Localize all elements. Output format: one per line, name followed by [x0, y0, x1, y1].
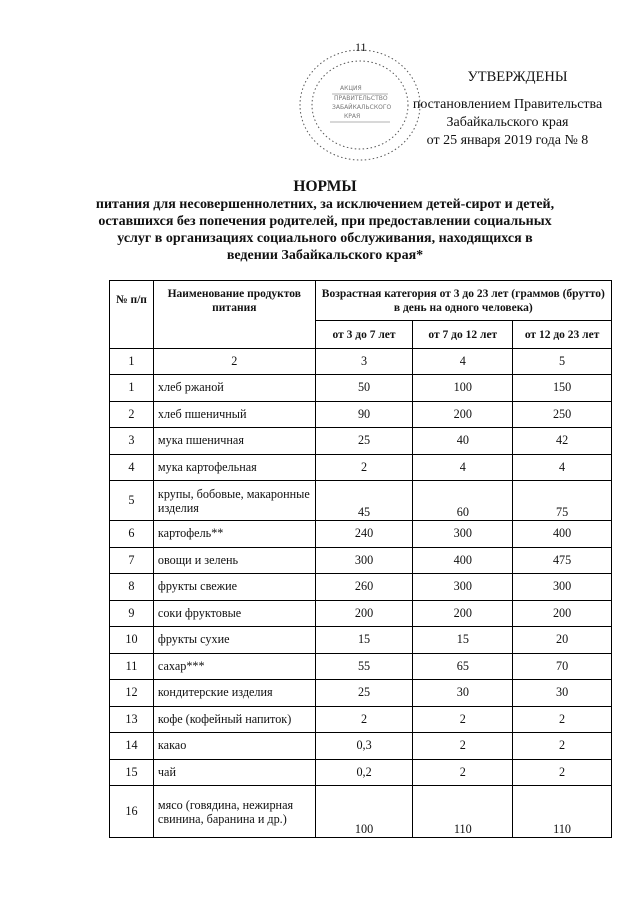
value-age-7-12: 2: [413, 733, 513, 760]
index-cell: 1: [110, 349, 154, 375]
value-age-12-23: 250: [513, 401, 612, 428]
value-age-12-23: 42: [513, 428, 612, 455]
product-name: кондитерские изделия: [153, 680, 315, 707]
product-name: чай: [153, 759, 315, 786]
value-age-12-23: 300: [513, 574, 612, 601]
row-number: 5: [110, 481, 154, 521]
product-name: крупы, бобовые, макаронные изделия: [153, 481, 315, 521]
value-age-7-12: 30: [413, 680, 513, 707]
product-name: мука картофельная: [153, 454, 315, 481]
svg-text:ПРАВИТЕЛЬСТВО: ПРАВИТЕЛЬСТВО: [334, 95, 388, 102]
row-number: 14: [110, 733, 154, 760]
approval-stamp: [400, 68, 615, 150]
svg-text:ЗАБАЙКАЛЬСКОГО: ЗАБАЙКАЛЬСКОГО: [332, 104, 392, 111]
row-number: 4: [110, 454, 154, 481]
value-age-3-7: 45: [315, 481, 413, 521]
row-number: 6: [110, 521, 154, 548]
value-age-3-7: 300: [315, 547, 413, 574]
table-row: [110, 454, 612, 481]
table-row: [110, 428, 612, 455]
product-name: какао: [153, 733, 315, 760]
title-line-3: услуг в организациях социального обслуживания, находящихся в: [117, 231, 533, 246]
header-age-3-7: от 3 до 7 лет: [315, 321, 413, 349]
product-name: мясо (говядина, нежирная свинина, баранина и др.): [153, 786, 315, 838]
value-age-3-7: 260: [315, 574, 413, 601]
svg-text:АКЦИЯ: АКЦИЯ: [340, 85, 362, 92]
table-row: [110, 627, 612, 654]
value-age-12-23: 20: [513, 627, 612, 654]
row-number: 13: [110, 706, 154, 733]
table-row: [110, 680, 612, 707]
value-age-3-7: 200: [315, 600, 413, 627]
index-cell: 3: [315, 349, 413, 375]
value-age-7-12: 2: [413, 759, 513, 786]
title-main: НОРМЫ: [293, 178, 357, 195]
value-age-12-23: 4: [513, 454, 612, 481]
value-age-12-23: 400: [513, 521, 612, 548]
value-age-7-12: 65: [413, 653, 513, 680]
value-age-7-12: 300: [413, 521, 513, 548]
header-age-category: Возрастная категория от 3 до 23 лет (граммов (брутто) в день на одного человека): [315, 281, 611, 321]
product-name: мука пшеничная: [153, 428, 315, 455]
value-age-12-23: 110: [513, 786, 612, 838]
table-row: [110, 786, 612, 838]
product-name: картофель**: [153, 521, 315, 548]
row-number: 7: [110, 547, 154, 574]
nutrition-norms-table: [109, 280, 612, 838]
value-age-7-12: 100: [413, 375, 513, 402]
approval-line-2: Забайкальского края: [446, 115, 569, 130]
value-age-3-7: 2: [315, 706, 413, 733]
table-row: [110, 600, 612, 627]
value-age-12-23: 200: [513, 600, 612, 627]
table-row: [110, 401, 612, 428]
svg-text:КРАЯ: КРАЯ: [344, 113, 361, 120]
product-name: соки фруктовые: [153, 600, 315, 627]
row-number: 12: [110, 680, 154, 707]
product-name: овощи и зелень: [153, 547, 315, 574]
table-row: [110, 653, 612, 680]
document-title: [90, 178, 560, 264]
index-cell: 2: [153, 349, 315, 375]
value-age-3-7: 55: [315, 653, 413, 680]
table-body: [110, 349, 612, 838]
value-age-7-12: 2: [413, 706, 513, 733]
page-number: 11: [355, 40, 367, 54]
table-row: [110, 733, 612, 760]
row-number: 3: [110, 428, 154, 455]
index-cell: 4: [413, 349, 513, 375]
table-row: [110, 375, 612, 402]
value-age-12-23: 150: [513, 375, 612, 402]
value-age-3-7: 100: [315, 786, 413, 838]
table-row: [110, 706, 612, 733]
value-age-3-7: 2: [315, 454, 413, 481]
value-age-7-12: 40: [413, 428, 513, 455]
value-age-3-7: 25: [315, 428, 413, 455]
row-number: 1: [110, 375, 154, 402]
title-line-1: питания для несовершеннолетних, за исключением детей-сирот и детей,: [95, 197, 555, 212]
header-age-7-12: от 7 до 12 лет: [413, 321, 513, 349]
value-age-12-23: 2: [513, 706, 612, 733]
value-age-7-12: 4: [413, 454, 513, 481]
row-number: 11: [110, 653, 154, 680]
table-row: [110, 574, 612, 601]
value-age-12-23: 75: [513, 481, 612, 521]
approval-line-1: постановлением Правительства: [412, 97, 603, 112]
product-name: хлеб пшеничный: [153, 401, 315, 428]
table-row: [110, 481, 612, 521]
value-age-12-23: 30: [513, 680, 612, 707]
row-number: 2: [110, 401, 154, 428]
value-age-12-23: 475: [513, 547, 612, 574]
row-number: 16: [110, 786, 154, 838]
value-age-3-7: 15: [315, 627, 413, 654]
value-age-3-7: 0,3: [315, 733, 413, 760]
approval-heading: УТВЕРЖДЕНЫ: [467, 69, 568, 85]
row-number: 15: [110, 759, 154, 786]
value-age-7-12: 200: [413, 600, 513, 627]
table-row: [110, 759, 612, 786]
title-line-4: ведении Забайкальского края*: [226, 248, 424, 263]
value-age-7-12: 60: [413, 481, 513, 521]
row-number: 10: [110, 627, 154, 654]
value-age-7-12: 15: [413, 627, 513, 654]
value-age-12-23: 2: [513, 733, 612, 760]
value-age-12-23: 70: [513, 653, 612, 680]
title-line-2: оставшихся без попечения родителей, при предоставлении социальных: [98, 214, 552, 229]
value-age-3-7: 0,2: [315, 759, 413, 786]
value-age-3-7: 50: [315, 375, 413, 402]
table-row: [110, 521, 612, 548]
value-age-7-12: 300: [413, 574, 513, 601]
header-age-12-23: от 12 до 23 лет: [513, 321, 612, 349]
product-name: хлеб ржаной: [153, 375, 315, 402]
value-age-7-12: 200: [413, 401, 513, 428]
table-row: [110, 547, 612, 574]
product-name: фрукты свежие: [153, 574, 315, 601]
index-cell: 5: [513, 349, 612, 375]
value-age-7-12: 110: [413, 786, 513, 838]
row-number: 8: [110, 574, 154, 601]
header-product-name: Наименование продуктов питания: [153, 281, 315, 349]
product-name: фрукты сухие: [153, 627, 315, 654]
value-age-3-7: 90: [315, 401, 413, 428]
approval-line-3: от 25 января 2019 года № 8: [426, 133, 589, 148]
product-name: кофе (кофейный напиток): [153, 706, 315, 733]
value-age-3-7: 240: [315, 521, 413, 548]
row-number: 9: [110, 600, 154, 627]
value-age-7-12: 400: [413, 547, 513, 574]
value-age-3-7: 25: [315, 680, 413, 707]
value-age-12-23: 2: [513, 759, 612, 786]
table-index-row: [110, 349, 612, 375]
product-name: сахар***: [153, 653, 315, 680]
header-number: № п/п: [110, 281, 154, 349]
